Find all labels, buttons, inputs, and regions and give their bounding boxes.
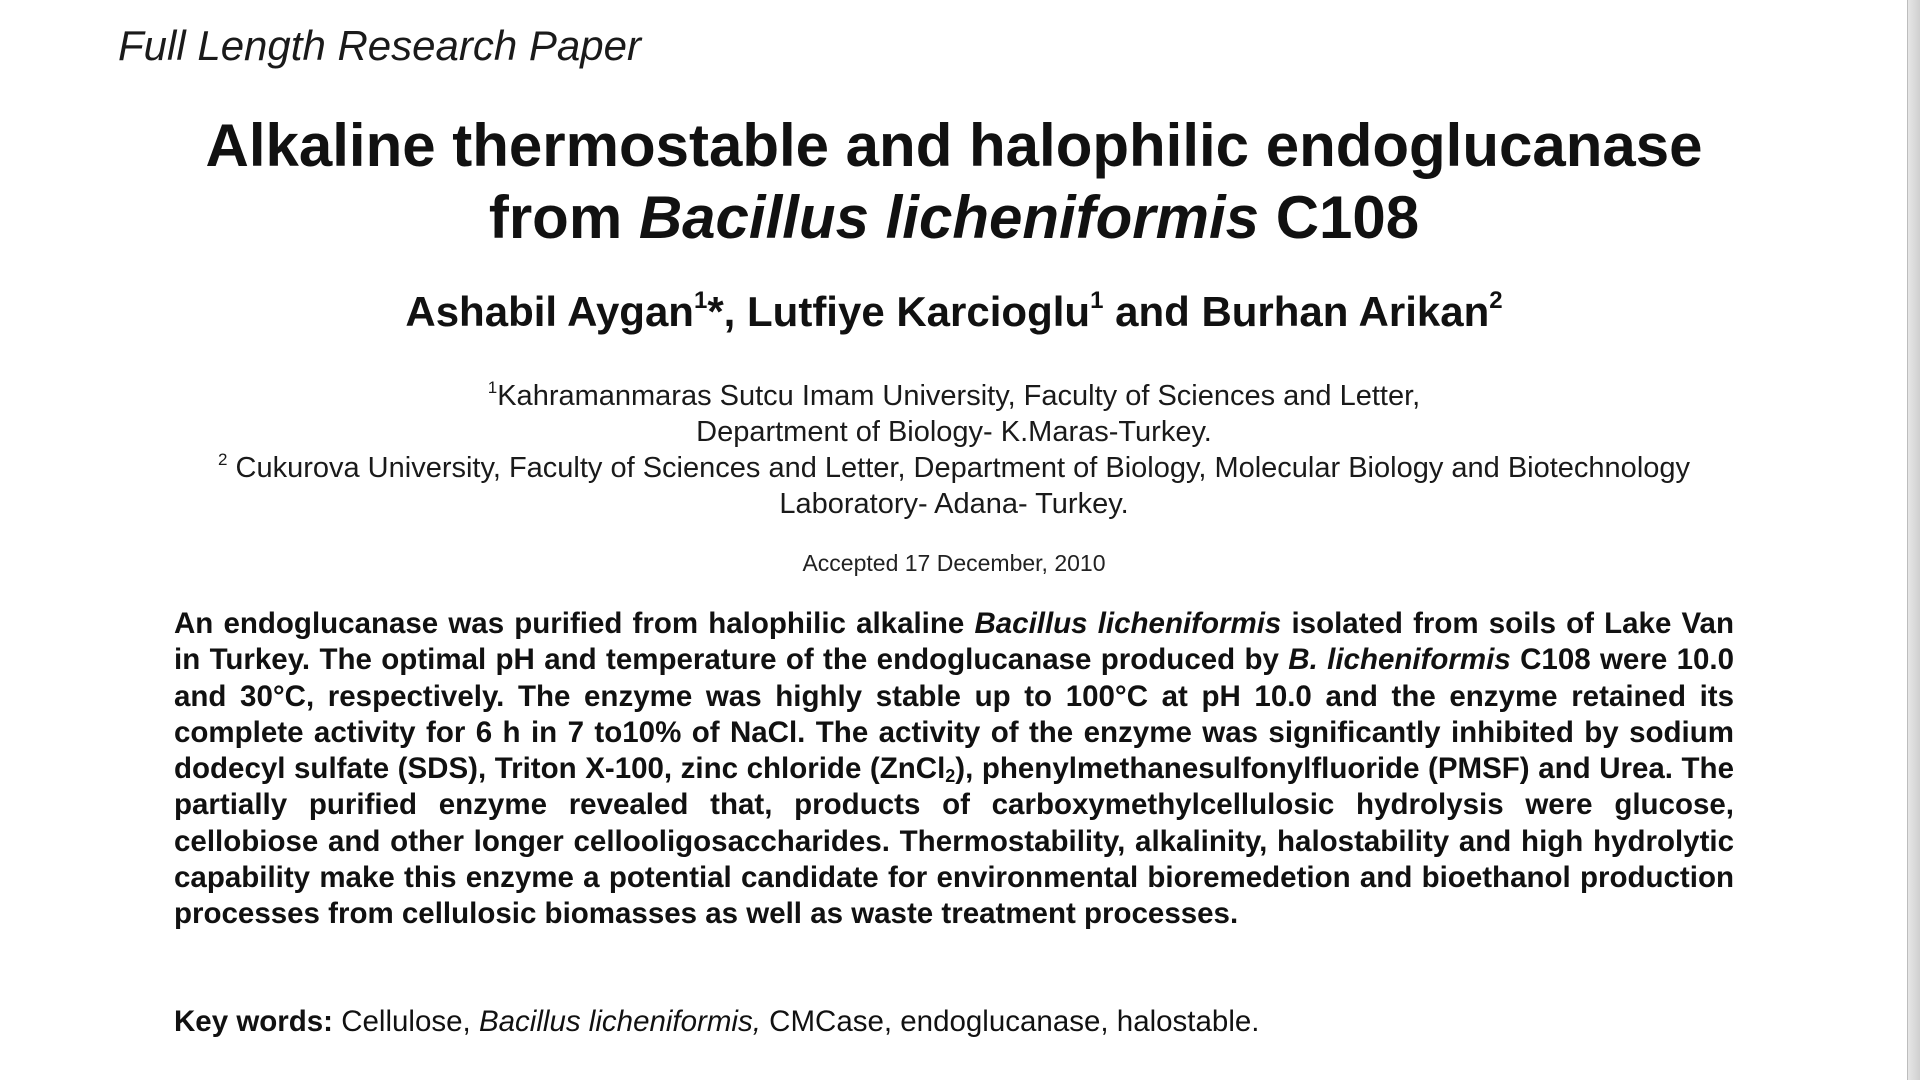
abstract-text-4: ), phenylmethanesulfonylfluoride (PMSF) and Urea. The partially purified enzyme revealed that, products of carboxymethylcellulosic hydrolysis were glucose, cellobiose and other longer cellooligosaccharides. Thermostability, alkalinity, halostability and high hydrolytic capability make this enzyme a potential candidate for environmental bioremedetion and bioethanol production processes from cellulosic biomasses as well as waste treatment processes. [174,752,1734,931]
viewer-page-edge [1907,0,1920,1080]
affiliation-2-text: Cukurova University, Faculty of Sciences and Letter, Department of Biology, Molecular Biology and Biotechnology [227,452,1691,484]
accepted-date: Accepted 17 December, 2010 [802,550,1106,576]
title-strain: C108 [1259,184,1420,251]
keywords-label: Key words: [174,1005,334,1038]
author-1: Ashabil Aygan [405,288,694,335]
keyword-1: Cellulose, [333,1005,479,1038]
affiliation-2-marker: 2 [217,450,228,469]
paper-title [0,110,1908,254]
author-conjunction: and [1103,288,1202,335]
abstract-species-2: B. licheniformis [1288,643,1511,677]
keyword-3: CMCase, endoglucanase, halostable. [760,1005,1260,1038]
author-3-affil: 2 [1489,287,1503,314]
title-species: Bacillus licheniformis [638,184,1260,251]
paper-type-label: Full Length Research Paper [118,22,641,69]
title-line-1: Alkaline thermostable and halophilic endoglucanase [205,112,1703,179]
title-line-2 [0,182,1908,254]
affiliation-1-line-2: Department of Biology- K.Maras-Turkey. [696,416,1212,448]
corresponding-mark: *, [707,288,748,335]
affiliation-2-line-1 [0,450,1908,486]
abstract-subscript: 2 [945,766,956,787]
affiliation-1-line-1 [0,378,1908,414]
affiliation-1-marker: 1 [487,378,498,397]
title-line-2-prefix: from [488,184,639,251]
author-2-affil: 1 [1090,287,1104,314]
author-2: Lutfiye Karcioglu [747,288,1091,335]
keyword-2: Bacillus licheniformis, [478,1005,761,1038]
author-1-affil: 1 [693,287,708,314]
affiliation-2-line-2: Laboratory- Adana- Turkey. [779,488,1129,520]
author-list [0,287,1908,337]
abstract [174,606,1734,933]
keywords [174,1005,1259,1039]
author-3: Burhan Arikan [1201,288,1490,335]
abstract-species-1: Bacillus licheniformis [974,607,1282,640]
abstract-text-2: isolated from soils of Lake Van in Turkey. The optimal pH and temperature of the endoglucanase produced by [174,607,1734,677]
abstract-text-1: An endoglucanase was purified from halophilic alkaline [174,607,975,640]
abstract-text-3: C108 were 10.0 and 30°C, respectively. The enzyme was highly stable up to 100°C at pH 10.0 and the enzyme retained its complete activity for 6 h in 7 to10% of NaCl. The activity of the enzyme was significantly inhibited by sodium dodecyl sulfate (SDS), Triton X-100, zinc chloride (ZnCl [174,643,1734,786]
affiliation-1-text: Kahramanmaras Sutcu Imam University, Faculty of Sciences and Letter, [497,380,1421,412]
